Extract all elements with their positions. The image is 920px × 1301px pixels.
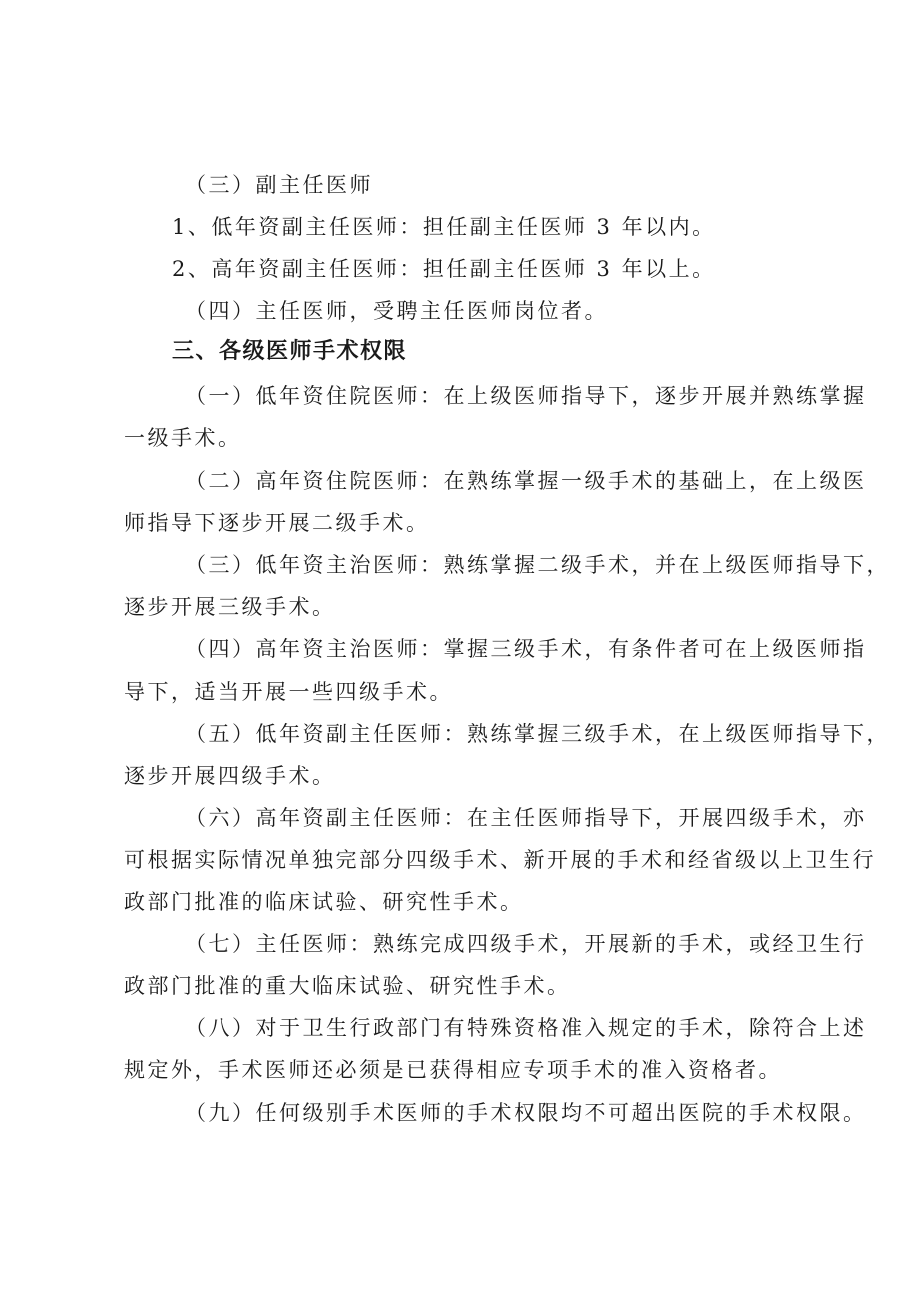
paragraph-line: 1、低年资副主任医师：担任副主任医师 3 年以内。	[172, 215, 716, 239]
paragraph-line: （六）高年资副主任医师：在主任医师指导下，开展四级手术，亦	[185, 806, 867, 830]
paragraph-line: （三）低年资主治医师：熟练掌握二级手术，并在上级医师指导下，	[185, 553, 890, 577]
paragraph-line: 2、高年资副主任医师：担任副主任医师 3 年以上。	[172, 257, 716, 281]
paragraph-line: （八）对于卫生行政部门有特殊资格准入规定的手术，除符合上述	[185, 1016, 867, 1040]
paragraph-line: 规定外，手术医师还必须是已获得相应专项手术的准入资格者。	[124, 1058, 782, 1082]
paragraph-line: 师指导下逐步开展二级手术。	[124, 511, 430, 535]
paragraph-line: 逐步开展四级手术。	[124, 764, 336, 788]
paragraph-line: （四）高年资主治医师：掌握三级手术，有条件者可在上级医师指	[185, 637, 867, 661]
paragraph-line: 政部门批准的重大临床试验、研究性手术。	[124, 974, 571, 998]
paragraph-line: （四）主任医师，受聘主任医师岗位者。	[185, 299, 608, 323]
paragraph-line: 政部门批准的临床试验、研究性手术。	[124, 890, 524, 914]
paragraph-line: （九）任何级别手术医师的手术权限均不可超出医院的手术权限。	[185, 1101, 867, 1125]
paragraph-line: 一级手术。	[124, 426, 242, 450]
paragraph-line: （三）副主任医师	[185, 173, 373, 197]
paragraph-line: （七）主任医师：熟练完成四级手术，开展新的手术，或经卫生行	[185, 932, 867, 956]
paragraph-line: （二）高年资住院医师：在熟练掌握一级手术的基础上，在上级医	[185, 469, 867, 493]
paragraph-line: 可根据实际情况单独完部分四级手术、新开展的手术和经省级以上卫生行	[124, 848, 876, 872]
paragraph-line: 逐步开展三级手术。	[124, 595, 336, 619]
paragraph-line: 导下，适当开展一些四级手术。	[124, 680, 453, 704]
section-heading: 三、各级医师手术权限	[172, 339, 408, 364]
paragraph-line: （一）低年资住院医师：在上级医师指导下，逐步开展并熟练掌握	[185, 384, 867, 408]
paragraph-line: （五）低年资副主任医师：熟练掌握三级手术，在上级医师指导下，	[185, 722, 890, 746]
